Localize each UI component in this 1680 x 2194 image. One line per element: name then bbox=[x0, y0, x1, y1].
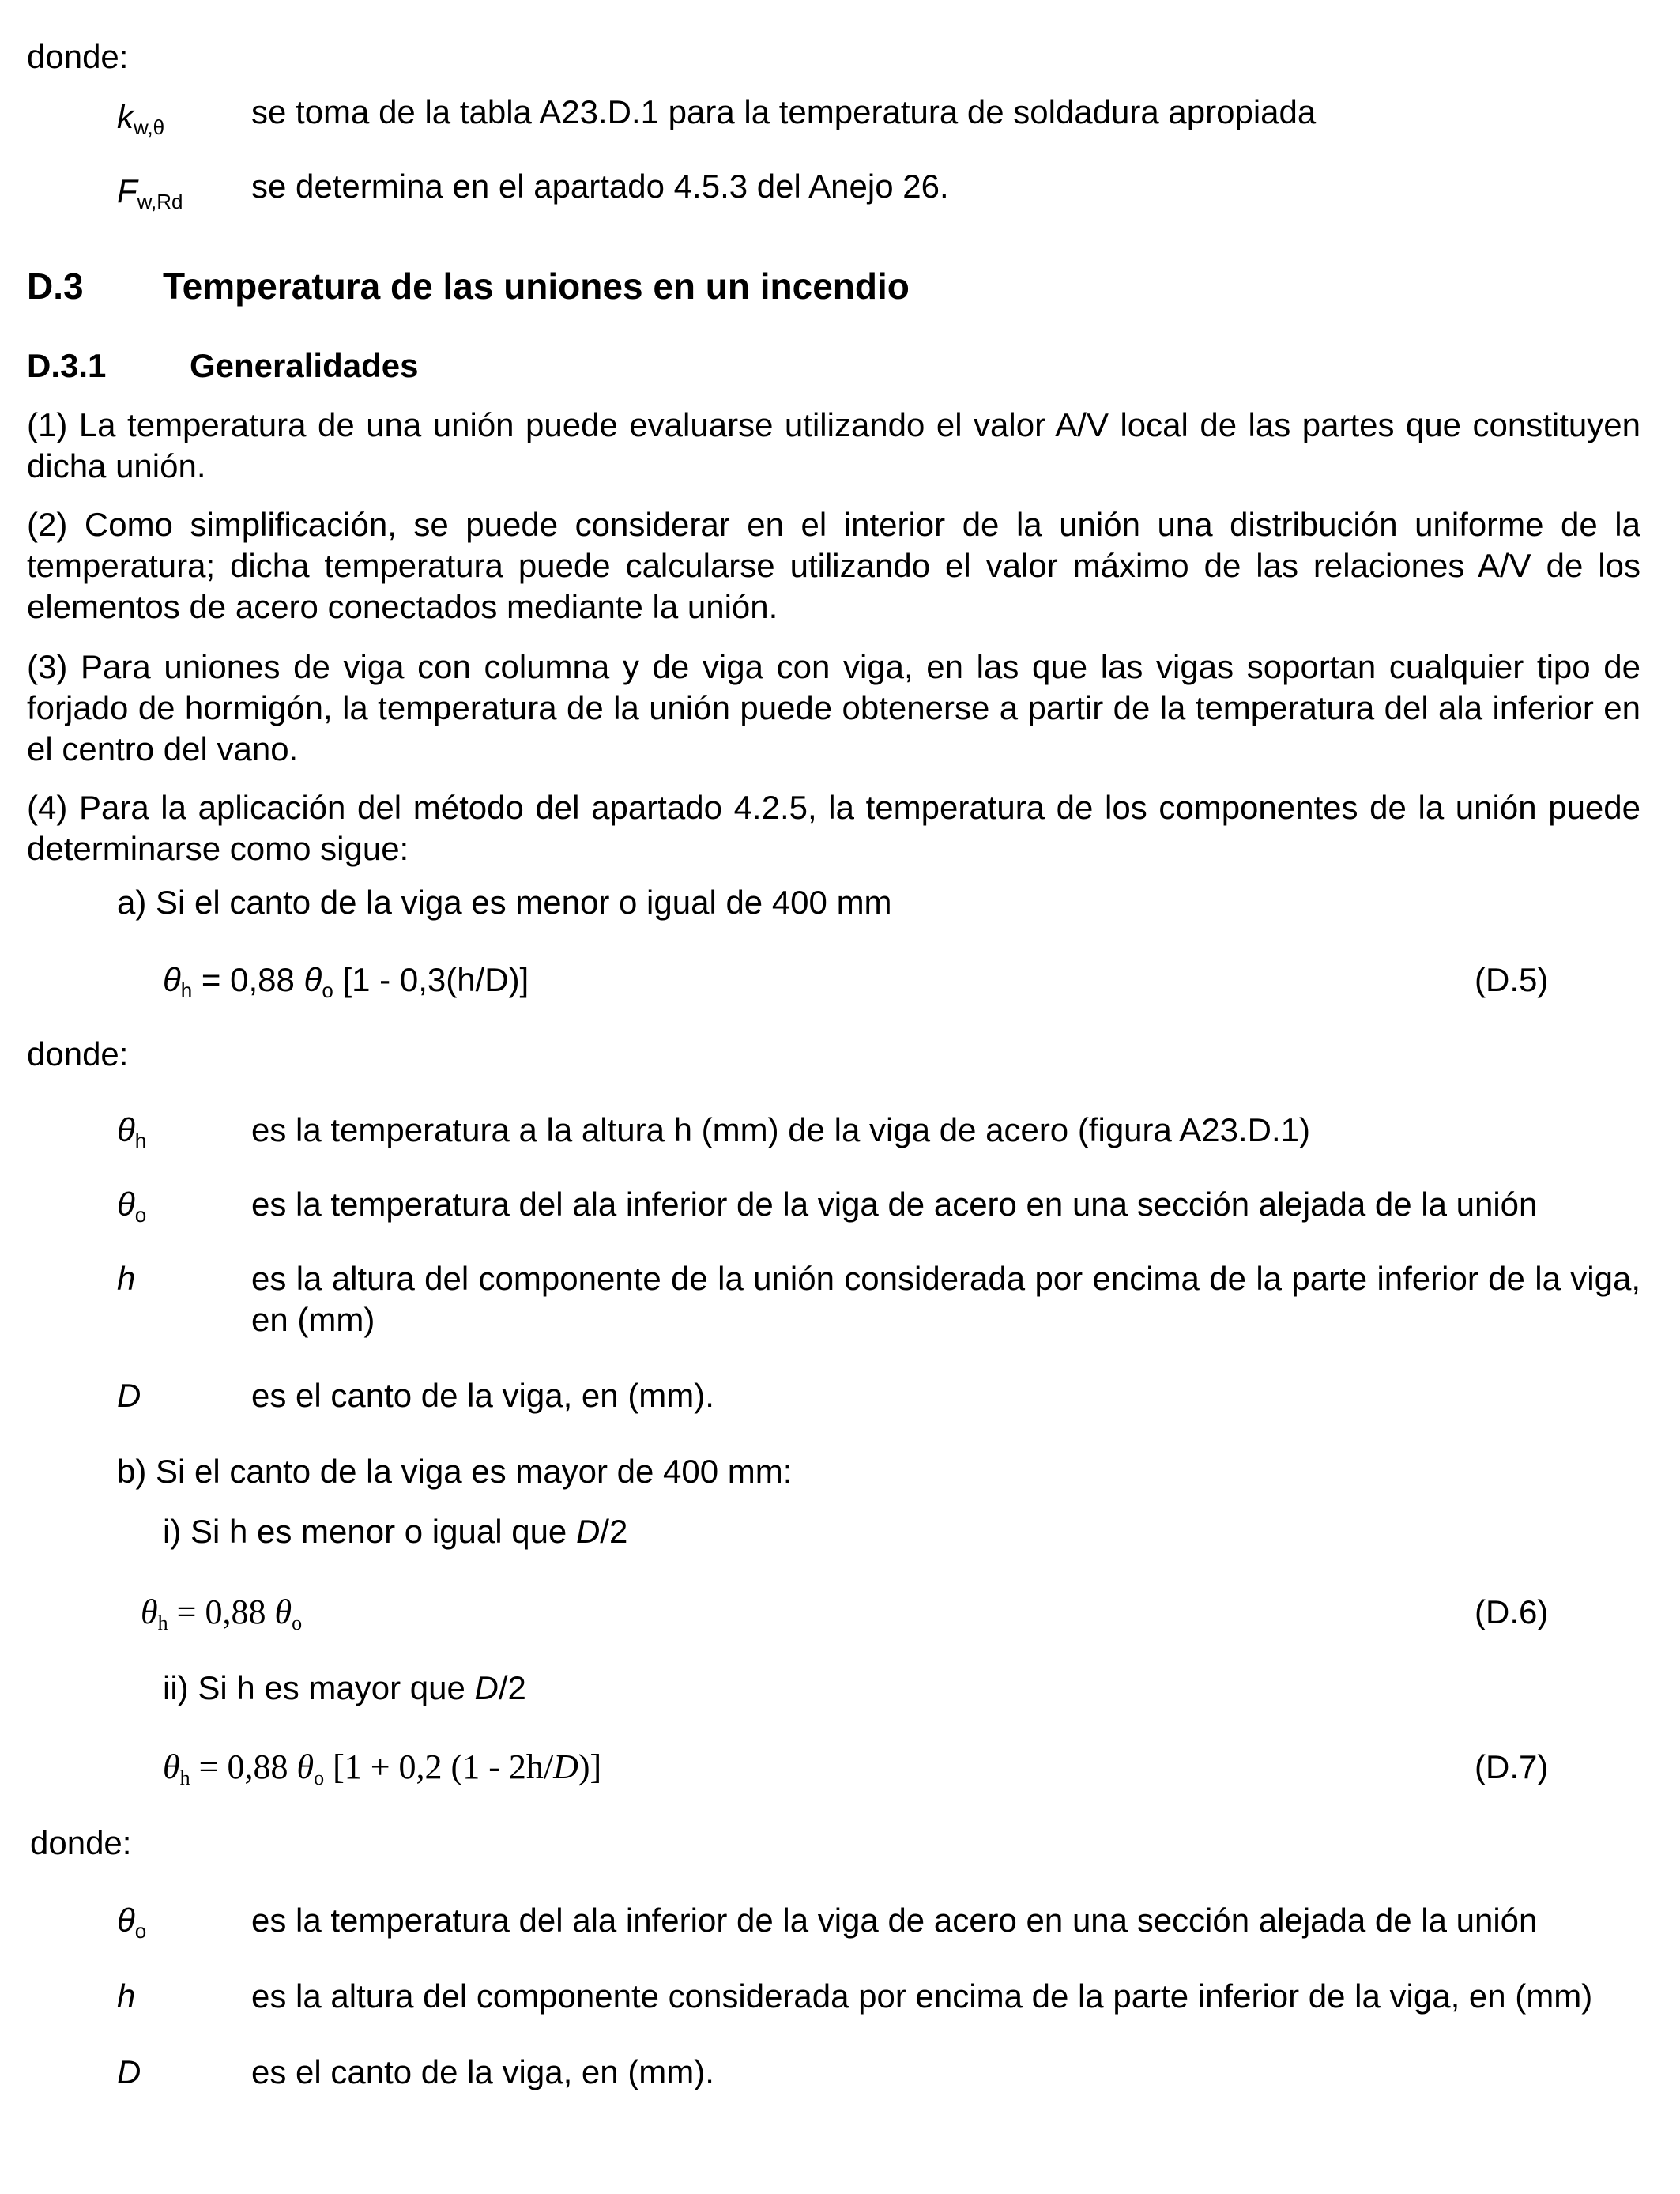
case-b-label: b) Si el canto de la viga es mayor de 400 mm: bbox=[117, 1453, 793, 1490]
symbol-h: h bbox=[117, 1260, 136, 1297]
case-b-ii-label: ii) Si h es mayor que D/2 bbox=[163, 1669, 526, 1706]
section-number: D.3 bbox=[27, 266, 84, 307]
donde-label-2: donde: bbox=[27, 1035, 129, 1072]
symbol-d-2: D bbox=[117, 2053, 141, 2090]
definition-theta-o-2: es la temperatura del ala inferior de la viga de acero en una sección alejada de la unión bbox=[251, 1902, 1538, 1939]
subsection-title: Generalidades bbox=[190, 347, 419, 384]
equation-d7: $\theta_h = 0,88$ $\theta_o$ [1 + 0,2 (1 - 2h/D)] bbox=[163, 1747, 602, 1789]
donde-label-1: donde: bbox=[27, 38, 129, 75]
equation-d5: $\theta_h = 0,88$ $\theta_o$ [1 - 0,3(h/D)] bbox=[163, 961, 529, 1002]
case-a-label: a) Si el canto de la viga es menor o igual de 400 mm bbox=[117, 884, 892, 921]
case-b-i-label: i) Si h es menor o igual que D/2 bbox=[163, 1513, 628, 1550]
symbol-theta-h: $\theta_h$ bbox=[117, 1111, 147, 1152]
definition-d-2: es el canto de la viga, en (mm). bbox=[251, 2053, 714, 2090]
paragraph-4: (4) Para la aplicación del método del apartado 4.2.5, la temperatura de los componentes de la unión puede determinarse como sigue: bbox=[27, 789, 1640, 867]
equation-d7-number: (D.7) bbox=[1475, 1748, 1549, 1785]
paragraph-2: (2) Como simplificación, se puede considerar en el interior de la unión una distribución uniforme de la temperatura; dicha temperatura puede calcularse utilizando el valor máximo de las relaciones A/V de los elementos de acero conectados mediante la unión. bbox=[27, 506, 1640, 625]
paragraph-1: (1) La temperatura de una unión puede evaluarse utilizando el valor A/V local de las partes que constituyen dicha unión. bbox=[27, 406, 1640, 484]
symbol-theta-o-2: $\theta_o$ bbox=[117, 1902, 147, 1943]
subsection-number: D.3.1 bbox=[27, 347, 107, 384]
symbol-theta-o: $\theta_o$ bbox=[117, 1186, 147, 1227]
symbol-f-w-rd: $F_{w,Rd}$ bbox=[117, 172, 183, 213]
definition-k-w-theta: se toma de la tabla A23.D.1 para la temperatura de soldadura apropiada bbox=[251, 93, 1317, 130]
section-title: Temperatura de las uniones en un incendio bbox=[163, 266, 910, 307]
definition-theta-h: es la temperatura a la altura h (mm) de la viga de acero (figura A23.D.1) bbox=[251, 1111, 1310, 1148]
donde-label-3: donde: bbox=[30, 1824, 132, 1861]
definition-theta-o: es la temperatura del ala inferior de la viga de acero en una sección alejada de la unión bbox=[251, 1186, 1538, 1223]
definition-h-2: es la altura del componente considerada por encima de la parte inferior de la viga, en (mm) bbox=[251, 1977, 1593, 2015]
equation-d5-number: (D.5) bbox=[1475, 961, 1549, 998]
definition-d: es el canto de la viga, en (mm). bbox=[251, 1377, 714, 1414]
symbol-d: D bbox=[117, 1377, 141, 1414]
equation-d6: $\theta_h = 0,88$ $\theta_o$ bbox=[141, 1593, 303, 1634]
definition-h: es la altura del componente de la unión considerada por encima de la parte inferior de la viga, en (mm) bbox=[251, 1260, 1640, 1338]
symbol-h-2: h bbox=[117, 1977, 136, 2015]
paragraph-3: (3) Para uniones de viga con columna y de viga con viga, en las que las vigas soportan cualquier tipo de forjado de hormigón, la temperatura de la unión puede obtenerse a partir de la temperatura del ala inferior en el centro del vano. bbox=[27, 648, 1640, 767]
symbol-k-w-theta: $k_{w,\theta}$ bbox=[117, 98, 165, 139]
equation-d6-number: (D.6) bbox=[1475, 1593, 1549, 1630]
definition-f-w-rd: se determina en el apartado 4.5.3 del Anejo 26. bbox=[251, 168, 949, 205]
